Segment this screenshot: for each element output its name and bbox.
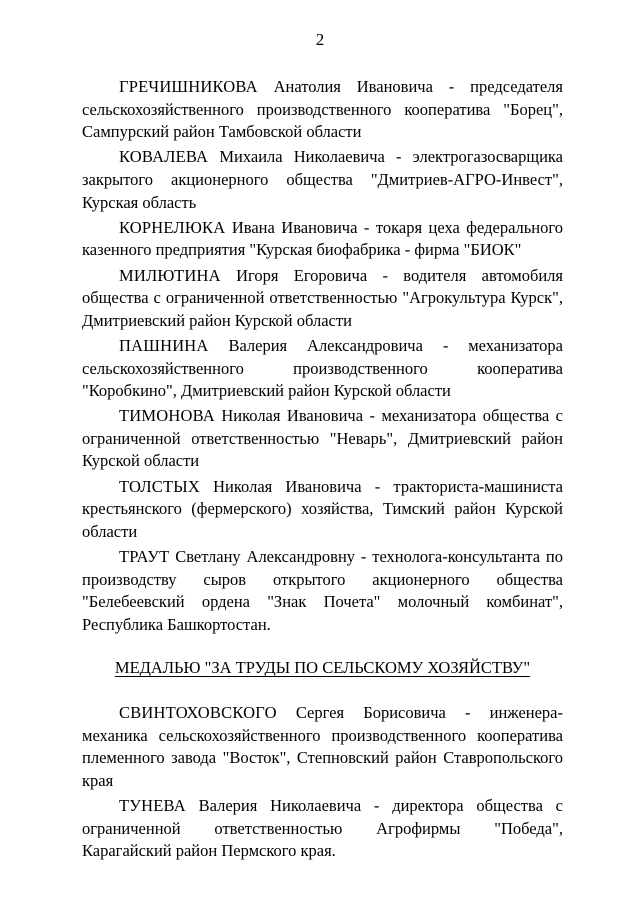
award-entry [82, 335, 563, 403]
award-entry [82, 146, 563, 214]
section-heading: МЕДАЛЬЮ "ЗА ТРУДЫ ПО СЕЛЬСКОМУ ХОЗЯЙСТВУ" [114, 658, 531, 678]
recipient-details: Михаила Николаевича - электрогазосварщика закрытого акционерного общества "Дмитриев-АГРО-Инвест", Курская область [82, 147, 563, 212]
award-entry [82, 702, 563, 792]
recipient-details: Валерия Николаевича - директора общества с ограниченной ответственностью Агрофирмы "Победа", Карагайский район Пермского края. [82, 795, 563, 861]
recipient-details: Валерия Александровича - механизатора сельскохозяйственного производственного кооператива "Коробкино", Дмитриевский район Курской области [82, 335, 563, 401]
recipient-details: Николая Ивановича - механизатора общества с ограниченной ответственностью "Неварь", Дмитриевский район Курской области [82, 406, 563, 471]
award-entry [82, 217, 563, 262]
recipient-details: Игоря Егоровича - водителя автомобиля общества с ограниченной ответственностью "Агрокультура Курск", Дмитриевский район Курской области [82, 265, 563, 330]
recipient-details: Ивана Ивановича - токаря цеха федерального казенного предприятия "Курская биофабрика - фирма "БИОК" [82, 217, 563, 260]
award-list-group-2 [82, 702, 563, 863]
award-entry [82, 546, 563, 636]
recipient-name: КОВАЛЕВА [119, 147, 209, 167]
recipient-name: КОРНЕЛЮКА [119, 217, 226, 237]
award-entry [82, 476, 563, 544]
recipient-details: Сергея Борисовича - инженера-механика сельскохозяйственного производственного кооператива племенного завода "Восток", Степновский район Ставропольского края [82, 703, 563, 790]
recipient-name: МИЛЮТИНА [119, 265, 221, 285]
recipient-details: Анатолия Ивановича - председателя сельскохозяйственного производственного кооператива "Борец", Сампурский район Тамбовской области [82, 77, 563, 142]
recipient-name: ТРАУТ [119, 547, 170, 567]
award-list-group-1 [82, 76, 563, 636]
document-body [82, 76, 563, 863]
award-entry [82, 76, 563, 144]
recipient-details: Светлану Александровну - технолога-консультанта по производству сыров открытого акционерного общества "Белебеевский ордена "Знак Почета" молочный комбинат", Республика Башкортостан. [82, 547, 563, 634]
page-number: 2 [315, 30, 325, 49]
recipient-name: СВИНТОХОВСКОГО [119, 703, 277, 722]
award-entry [82, 265, 563, 333]
recipient-details: Николая Ивановича - тракториста-машиниста крестьянского (фермерского) хозяйства, Тимский район Курской области [82, 476, 563, 541]
award-entry [82, 405, 563, 473]
recipient-name: ТИМОНОВА [119, 406, 215, 426]
recipient-name: ПАШНИНА [119, 335, 209, 355]
recipient-name: ТОЛСТЫХ [119, 476, 200, 496]
recipient-name: ГРЕЧИШНИКОВА [119, 77, 258, 96]
recipient-name: ТУНЕВА [119, 795, 186, 815]
award-entry [82, 795, 563, 863]
